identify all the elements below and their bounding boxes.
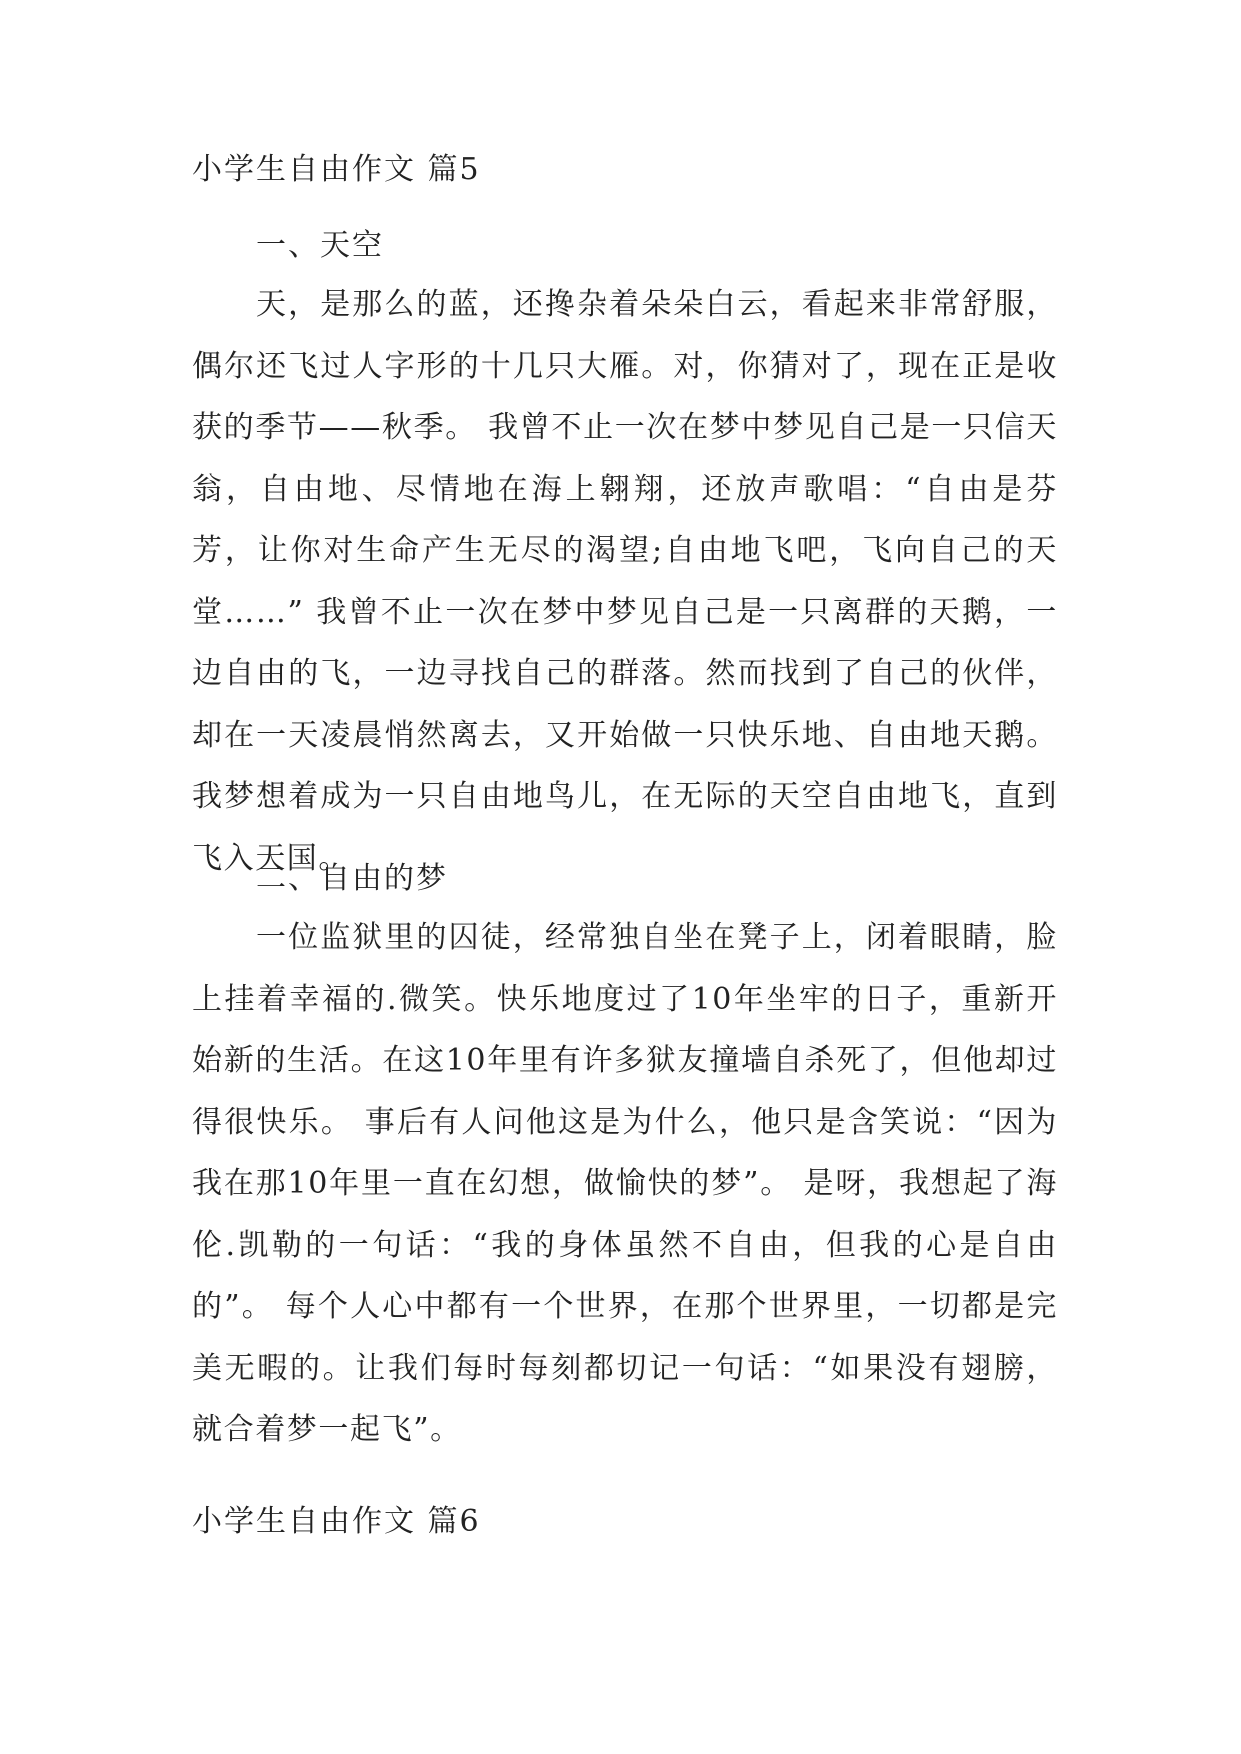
section-5-part-1-heading: 一、天空 (256, 228, 384, 263)
section-5-title: 小学生自由作文 篇5 (192, 152, 481, 187)
section-5-part-2-paragraph: 一位监狱里的囚徒，经常独自坐在凳子上，闭着眼睛，脸上挂着幸福的.微笑。快乐地度过了10年坐牢的日子，重新开始新的生活。在这10年里有许多狱友撞墙自杀死了，但他却过得很快乐。 事后有人问他这是为什么，他只是含笑说：“因为我在那10年里一直在幻想，做愉快的梦”。 是呀，我想起了海伦.凯勒的一句话：“我的身体虽然不自由，但我的心是自由的”。 每个人心中都有一个世界，在那个世界里，一切都是完美无暇的。让我们每时每刻都切记一句话：“如果没有翅膀，就合着梦一起飞”。 (192, 920, 1058, 1447)
section-5-part-1-paragraph: 天，是那么的蓝，还搀杂着朵朵白云，看起来非常舒服，偶尔还飞过人字形的十几只大雁。对，你猜对了，现在正是收获的季节——秋季。 我曾不止一次在梦中梦见自己是一只信天翁，自由地、尽情地在海上翱翔，还放声歌唱：“自由是芬芳，让你对生命产生无尽的渴望;自由地飞吧，飞向自己的天堂……” 我曾不止一次在梦中梦见自己是一只离群的天鹅，一边自由的飞，一边寻找自己的群落。然而找到了自己的伙伴，却在一天凌晨悄然离去，又开始做一只快乐地、自由地天鹅。 我梦想着成为一只自由地鸟儿，在无际的天空自由地飞，直到飞入天国。 (192, 287, 1058, 876)
section-6-title: 小学生自由作文 篇6 (192, 1504, 481, 1539)
section-5-part-2-heading: 二、自由的梦 (256, 861, 448, 896)
